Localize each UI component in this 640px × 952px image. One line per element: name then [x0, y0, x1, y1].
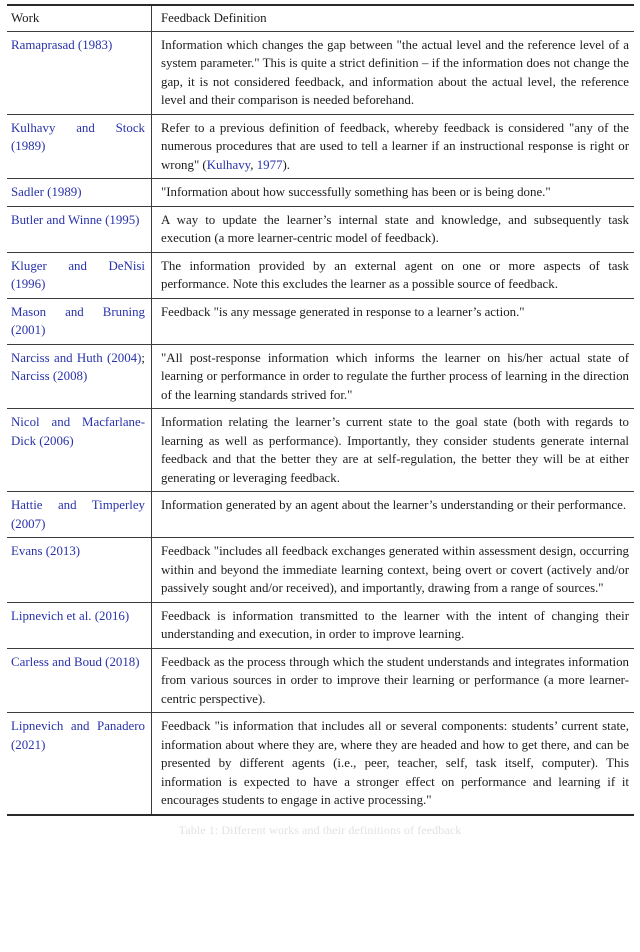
citation-link[interactable]: Narciss and Huth (2004): [11, 350, 142, 365]
work-cell: [7, 409, 152, 491]
citation-link[interactable]: Ramaprasad (1983): [11, 37, 113, 52]
work-cell: [7, 345, 152, 409]
column-header-feedback-definition: Feedback Definition: [161, 11, 267, 25]
citation-link[interactable]: Nicol and Macfarlane-Dick (2006): [11, 415, 145, 448]
column-header-work: Work: [7, 6, 152, 31]
table-row: [7, 32, 634, 115]
definition-cell: [152, 713, 634, 814]
citation-link[interactable]: 1977: [256, 157, 283, 172]
definition-cell: [152, 492, 634, 537]
body-text: ;: [141, 350, 145, 365]
body-text: Information which changes the gap between "the actual level and the reference level of a system parameter." This is quite a strict definition – if the information does not change the gap, it is not considered feedback, and information about the actual level, the reference level and their comparison is needed beforehand.: [161, 37, 629, 107]
body-text: Feedback is information transmitted to the learner with the intent of changing their understanding and execution, in order to improve learning.: [161, 608, 629, 641]
citation-link[interactable]: Hattie and Timperley (2007): [11, 498, 145, 531]
feedback-definitions-table: [7, 4, 634, 816]
table-row: [7, 603, 634, 649]
work-cell: [7, 649, 152, 713]
definition-cell: [152, 409, 634, 491]
body-text: ,: [250, 157, 257, 172]
table-row: [7, 649, 634, 714]
work-cell: [7, 299, 152, 344]
definition-cell: [152, 32, 634, 114]
work-cell: [7, 538, 152, 602]
work-cell: [7, 115, 152, 179]
table-row: [7, 299, 634, 345]
citation-link[interactable]: Sadler (1989): [11, 185, 82, 199]
definition-cell: [152, 299, 634, 344]
body-text: Information generated by an agent about the learner’s understanding or their performance.: [161, 498, 627, 512]
citation-link[interactable]: Butler and Winne (1995): [11, 212, 140, 227]
work-cell: [7, 603, 152, 648]
table-row: [7, 253, 634, 299]
table-body: [7, 32, 634, 814]
body-text: "All post-response information which informs the learner on his/her actual state of learning or performance in order to regulate the further process of learning in the direction of the learning standards strived for.": [161, 350, 629, 402]
body-text: Feedback "is any message generated in response to a learner’s action.": [161, 304, 525, 319]
work-cell: [7, 253, 152, 298]
table-row: [7, 345, 634, 410]
citation-link[interactable]: Kulhavy: [206, 157, 251, 172]
work-cell: [7, 713, 152, 814]
work-cell: [7, 179, 152, 206]
table-row: [7, 538, 634, 603]
work-cell: [7, 207, 152, 252]
table-row: [7, 179, 634, 207]
citation-link[interactable]: Lipnevich et al. (2016): [11, 608, 130, 623]
definition-cell: [152, 538, 634, 602]
body-text: Refer to a previous definition of feedback, whereby feedback is considered "any of the numerous procedures that are used to tell a learner if an instructional response is right or wrong" (: [161, 120, 629, 172]
citation-link[interactable]: Kluger and DeNisi (1996): [11, 258, 145, 291]
definition-cell: [152, 253, 634, 298]
body-text: Information relating the learner’s current state to the goal state (both with regards to learning as well as performance). Importantly, they consider students generate internal feedback and that the better they are at self-regulation, the better they will be at either generating or leveraging feedback.: [161, 415, 629, 485]
table-row: [7, 713, 634, 814]
body-text: The information provided by an external agent on one or more aspects of task performance. Note this excludes the learner as a possible source of feedback.: [161, 258, 629, 291]
body-text: Feedback "includes all feedback exchanges generated within assessment design, occurring within and beyond the immediate learning context, being overt or covert (actively and/or passively sought and/or received), and importantly, drawing from a range of sources.": [161, 544, 629, 595]
definition-cell: [152, 179, 634, 206]
definition-cell: [152, 649, 634, 713]
table-row: [7, 492, 634, 538]
citation-link[interactable]: Evans (2013): [11, 544, 81, 558]
table-header-row: [7, 6, 634, 32]
table-caption: Table 1: Different works and their definitions of feedback: [178, 822, 462, 837]
work-cell: [7, 32, 152, 114]
table-row: [7, 115, 634, 180]
citation-link[interactable]: Mason and Bruning (2001): [11, 304, 145, 337]
citation-link[interactable]: Kulhavy and Stock (1989): [11, 120, 145, 153]
citation-link[interactable]: Narciss (2008): [11, 369, 88, 383]
body-text: Feedback as the process through which the student understands and integrates information from various sources in order to improve their learning or performance (a more learner-centric perspective).: [161, 654, 629, 706]
definition-cell: [152, 207, 634, 252]
definition-cell: [152, 603, 634, 648]
table-row: [7, 409, 634, 492]
body-text: "Information about how successfully something has been or is being done.": [161, 185, 551, 199]
definition-cell: [152, 345, 634, 409]
table-row: [7, 207, 634, 253]
body-text: A way to update the learner’s internal state and knowledge, and subsequently task execution (a more learner-centric model of feedback).: [161, 212, 629, 245]
citation-link[interactable]: Carless and Boud (2018): [11, 654, 140, 669]
definition-cell: [152, 115, 634, 179]
citation-link[interactable]: Lipnevich and Panadero (2021): [11, 719, 145, 752]
work-cell: [7, 492, 152, 537]
body-text: ).: [282, 157, 291, 172]
body-text: Feedback "is information that includes all or several components: students’ current state, information about where they are, where they are headed and how to get there, and can be presented by different agents (i.e., peer, teacher, self, task itself, computer). This information is expected to have a stronger effect on performance and learning if it encourages students to engage in active processing.": [161, 719, 629, 807]
